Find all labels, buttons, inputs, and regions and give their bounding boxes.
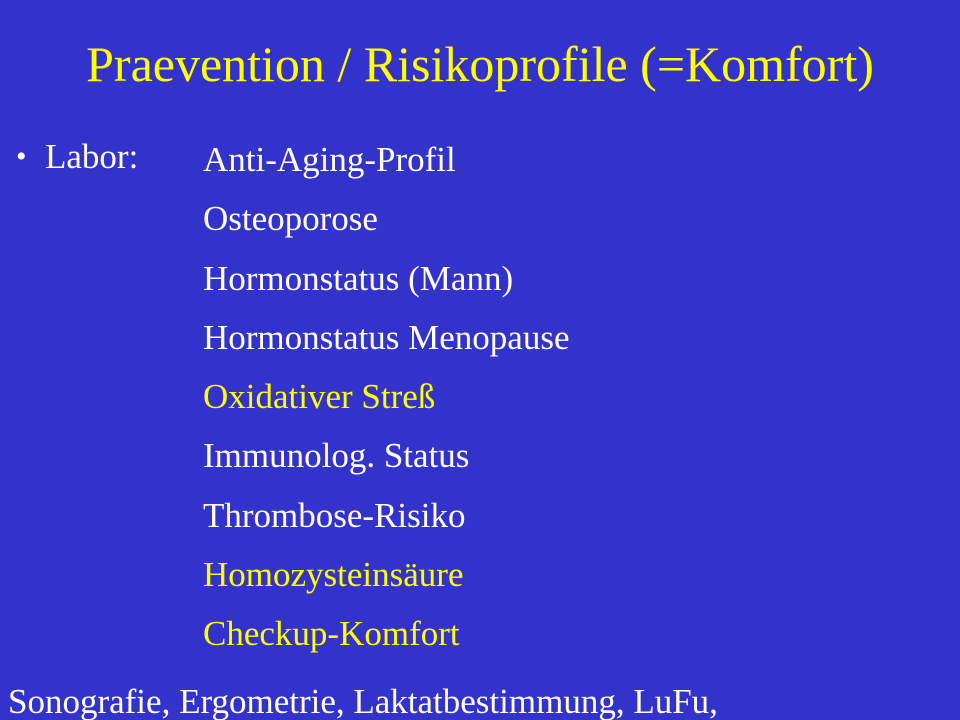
footer-text-line: Sonografie, Ergometrie, Laktatbestimmung, LuFu,: [8, 682, 718, 720]
list-item: Osteoporose: [203, 199, 378, 239]
bullet-marker: •: [16, 140, 27, 173]
list-item: Oxidativer Streß: [203, 377, 436, 416]
list-item: Hormonstatus (Mann): [203, 258, 514, 298]
list-item: Homozysteinsäure: [203, 554, 464, 594]
list-item: Hormonstatus Menopause: [203, 317, 570, 357]
list-item: Immunolog. Status: [203, 436, 470, 476]
labor-item-list: [203, 130, 569, 663]
slide-title: Praevention / Risikoprofile (=Komfort): [86, 36, 874, 92]
list-item: Anti-Aging-Profil: [203, 140, 456, 179]
list-item: Checkup-Komfort: [203, 614, 460, 653]
labor-label: Labor:: [45, 137, 139, 176]
list-item: Thrombose-Risiko: [203, 495, 466, 535]
